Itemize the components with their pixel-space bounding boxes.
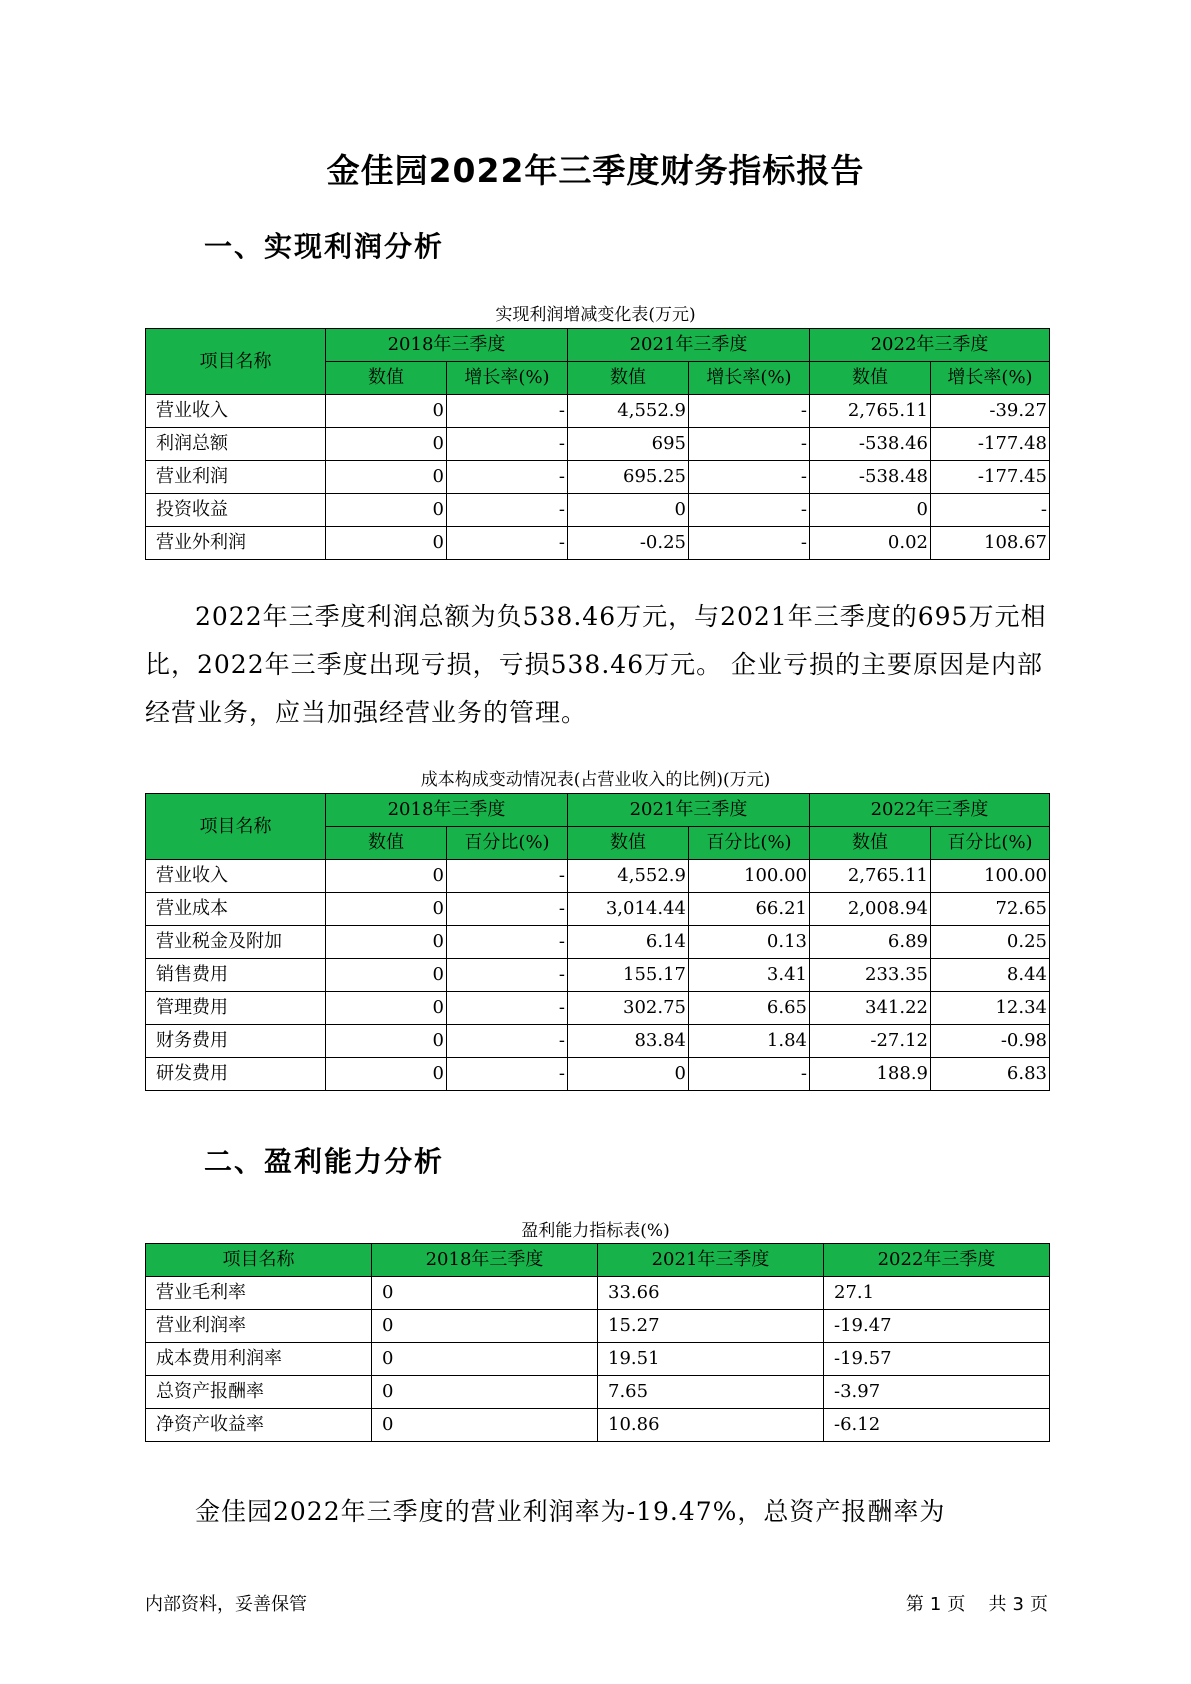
table-cell: -39.27 (931, 395, 1050, 428)
table-cell: -538.48 (810, 461, 931, 494)
table-cell: 0 (372, 1343, 598, 1376)
table-cell: 0 (372, 1277, 598, 1310)
footer-page-number (903, 1590, 1051, 1616)
table-cell: 108.67 (931, 527, 1050, 560)
table-cell: 1.84 (689, 1025, 810, 1058)
table-cell: 6.89 (810, 926, 931, 959)
table-row (146, 428, 1050, 461)
row-label: 总资产报酬率 (146, 1376, 372, 1409)
table-cell: 4,552.9 (568, 395, 689, 428)
table-row (146, 1343, 1050, 1376)
table-cell: - (447, 893, 568, 926)
total-num: 3 (1012, 1594, 1024, 1615)
row-label: 营业收入 (146, 395, 326, 428)
table-cell: 2,008.94 (810, 893, 931, 926)
header-item-name: 项目名称 (146, 794, 326, 860)
table-cell: 6.83 (931, 1058, 1050, 1091)
table-row (146, 1310, 1050, 1343)
row-label: 财务费用 (146, 1025, 326, 1058)
cost-table (145, 793, 1050, 1091)
table-cell: 155.17 (568, 959, 689, 992)
table-cell: 100.00 (689, 860, 810, 893)
table-cell: 0 (326, 992, 447, 1025)
row-label: 营业成本 (146, 893, 326, 926)
header-period: 2021年三季度 (568, 329, 810, 362)
table-cell: 10.86 (598, 1409, 824, 1442)
table-cell: 12.34 (931, 992, 1050, 1025)
header-period: 2022年三季度 (810, 329, 1050, 362)
row-label: 销售费用 (146, 959, 326, 992)
row-label: 营业收入 (146, 860, 326, 893)
table-cell: 0 (326, 461, 447, 494)
table-cell: 0 (568, 494, 689, 527)
table-cell: 0 (326, 494, 447, 527)
row-label: 管理费用 (146, 992, 326, 1025)
table-row (146, 860, 1050, 893)
header-period: 2018年三季度 (326, 329, 568, 362)
row-label: 营业利润率 (146, 1310, 372, 1343)
table-row (146, 395, 1050, 428)
table-cell: -538.46 (810, 428, 931, 461)
table-row (146, 926, 1050, 959)
table-cell: - (447, 494, 568, 527)
total-unit: 页 (1030, 1594, 1048, 1615)
table-cell: - (447, 860, 568, 893)
profitability-paragraph: 金佳园2022年三季度的营业利润率为-19.47%，总资产报酬率为 (195, 1497, 946, 1526)
table-row (146, 461, 1050, 494)
table-cell: - (447, 1025, 568, 1058)
header-value: 数值 (810, 362, 931, 395)
header-value: 数值 (326, 362, 447, 395)
table-cell: - (447, 992, 568, 1025)
header-period: 2021年三季度 (598, 1244, 824, 1277)
table-cell: 100.00 (931, 860, 1050, 893)
table-row (146, 1058, 1050, 1091)
row-label: 营业利润 (146, 461, 326, 494)
table-cell: 233.35 (810, 959, 931, 992)
table-cell: 0 (326, 527, 447, 560)
table-row (146, 992, 1050, 1025)
table-cell: - (447, 1058, 568, 1091)
page-prefix: 第 (905, 1594, 924, 1615)
table-cell: 6.65 (689, 992, 810, 1025)
row-label: 净资产收益率 (146, 1409, 372, 1442)
table-cell: 695 (568, 428, 689, 461)
header-period: 2018年三季度 (326, 794, 568, 827)
table-cell: 66.21 (689, 893, 810, 926)
profit-table (145, 328, 1050, 560)
table-row (146, 893, 1050, 926)
table-cell: - (689, 1058, 810, 1091)
table-cell: 0 (326, 860, 447, 893)
table-cell: -0.98 (931, 1025, 1050, 1058)
row-label: 研发费用 (146, 1058, 326, 1091)
table-cell: 0 (372, 1310, 598, 1343)
section-heading-profitability: 二、盈利能力分析 (204, 1145, 445, 1178)
total-prefix: 共 (988, 1594, 1007, 1615)
profitability-table (145, 1243, 1050, 1442)
header-item-name: 项目名称 (146, 329, 326, 395)
table-cell: 0 (326, 893, 447, 926)
table-cell: -19.57 (824, 1343, 1050, 1376)
table-cell: - (447, 527, 568, 560)
table-cell: -177.45 (931, 461, 1050, 494)
header-rate: 增长率(%) (931, 362, 1050, 395)
table-cell: 0 (810, 494, 931, 527)
header-rate: 增长率(%) (689, 362, 810, 395)
page-num: 1 (929, 1594, 942, 1615)
table-cell: 341.22 (810, 992, 931, 1025)
row-label: 利润总额 (146, 428, 326, 461)
table-cell: - (689, 494, 810, 527)
table-cell: - (447, 926, 568, 959)
table-cell: 83.84 (568, 1025, 689, 1058)
table-cell: 0.25 (931, 926, 1050, 959)
table-row (146, 1376, 1050, 1409)
table-cell: 0 (372, 1409, 598, 1442)
header-pct: 百分比(%) (447, 827, 568, 860)
table-cell: 188.9 (810, 1058, 931, 1091)
table-cell: 0 (372, 1376, 598, 1409)
table-cell: 695.25 (568, 461, 689, 494)
table-row (146, 1409, 1050, 1442)
row-label: 营业毛利率 (146, 1277, 372, 1310)
table-cell: 0.02 (810, 527, 931, 560)
table-cell: 72.65 (931, 893, 1050, 926)
row-label: 成本费用利润率 (146, 1343, 372, 1376)
table-cell: - (689, 527, 810, 560)
table-row (146, 1025, 1050, 1058)
header-period: 2022年三季度 (824, 1244, 1050, 1277)
table-caption-profit: 实现利润增减变化表(万元) (495, 305, 696, 325)
header-value: 数值 (568, 827, 689, 860)
table-cell: - (689, 461, 810, 494)
table-cell: - (447, 428, 568, 461)
row-label: 营业外利润 (146, 527, 326, 560)
table-cell: -19.47 (824, 1310, 1050, 1343)
table-cell: 4,552.9 (568, 860, 689, 893)
table-cell: 33.66 (598, 1277, 824, 1310)
table-cell: - (689, 395, 810, 428)
table-row (146, 1277, 1050, 1310)
table-cell: 0 (326, 395, 447, 428)
header-value: 数值 (568, 362, 689, 395)
table-cell: 27.1 (824, 1277, 1050, 1310)
table-cell: 0 (326, 1025, 447, 1058)
table-cell: 0 (326, 428, 447, 461)
table-cell: - (931, 494, 1050, 527)
table-cell: 7.65 (598, 1376, 824, 1409)
profit-analysis-paragraph: 2022年三季度利润总额为负538.46万元，与2021年三季度的695万元相比，2022年三季度出现亏损，亏损538.46万元。 企业亏损的主要原因是内部经营业务，应当加强经营业务的管理。 (145, 602, 1047, 727)
table-cell: 2,765.11 (810, 395, 931, 428)
header-period: 2022年三季度 (810, 794, 1050, 827)
table-cell: - (447, 959, 568, 992)
header-pct: 百分比(%) (689, 827, 810, 860)
row-label: 投资收益 (146, 494, 326, 527)
header-pct: 百分比(%) (931, 827, 1050, 860)
table-cell: - (689, 428, 810, 461)
header-period: 2018年三季度 (372, 1244, 598, 1277)
header-period: 2021年三季度 (568, 794, 810, 827)
header-value: 数值 (326, 827, 447, 860)
table-cell: 3,014.44 (568, 893, 689, 926)
table-caption-cost: 成本构成变动情况表(占营业收入的比例)(万元) (420, 770, 771, 790)
table-cell: 0 (326, 959, 447, 992)
table-cell: 8.44 (931, 959, 1050, 992)
header-value: 数值 (810, 827, 931, 860)
table-cell: 19.51 (598, 1343, 824, 1376)
header-rate: 增长率(%) (447, 362, 568, 395)
table-caption-profitability: 盈利能力指标表(%) (521, 1221, 670, 1241)
table-cell: -27.12 (810, 1025, 931, 1058)
table-cell: 302.75 (568, 992, 689, 1025)
table-row (146, 959, 1050, 992)
table-cell: 6.14 (568, 926, 689, 959)
table-cell: 2,765.11 (810, 860, 931, 893)
table-cell: 3.41 (689, 959, 810, 992)
table-cell: -3.97 (824, 1376, 1050, 1409)
table-row (146, 494, 1050, 527)
table-cell: 0 (568, 1058, 689, 1091)
footer-confidential-note: 内部资料，妥善保管 (145, 1594, 307, 1615)
table-cell: -0.25 (568, 527, 689, 560)
table-cell: -6.12 (824, 1409, 1050, 1442)
header-item-name: 项目名称 (146, 1244, 372, 1277)
row-label: 营业税金及附加 (146, 926, 326, 959)
table-cell: 15.27 (598, 1310, 824, 1343)
table-cell: 0 (326, 926, 447, 959)
table-row (146, 527, 1050, 560)
table-cell: -177.48 (931, 428, 1050, 461)
page-unit: 页 (947, 1594, 966, 1615)
table-cell: - (447, 395, 568, 428)
table-cell: 0.13 (689, 926, 810, 959)
page-title: 金佳园2022年三季度财务指标报告 (326, 151, 865, 190)
section-heading-profit: 一、实现利润分析 (204, 230, 445, 263)
table-cell: 0 (326, 1058, 447, 1091)
table-cell: - (447, 461, 568, 494)
